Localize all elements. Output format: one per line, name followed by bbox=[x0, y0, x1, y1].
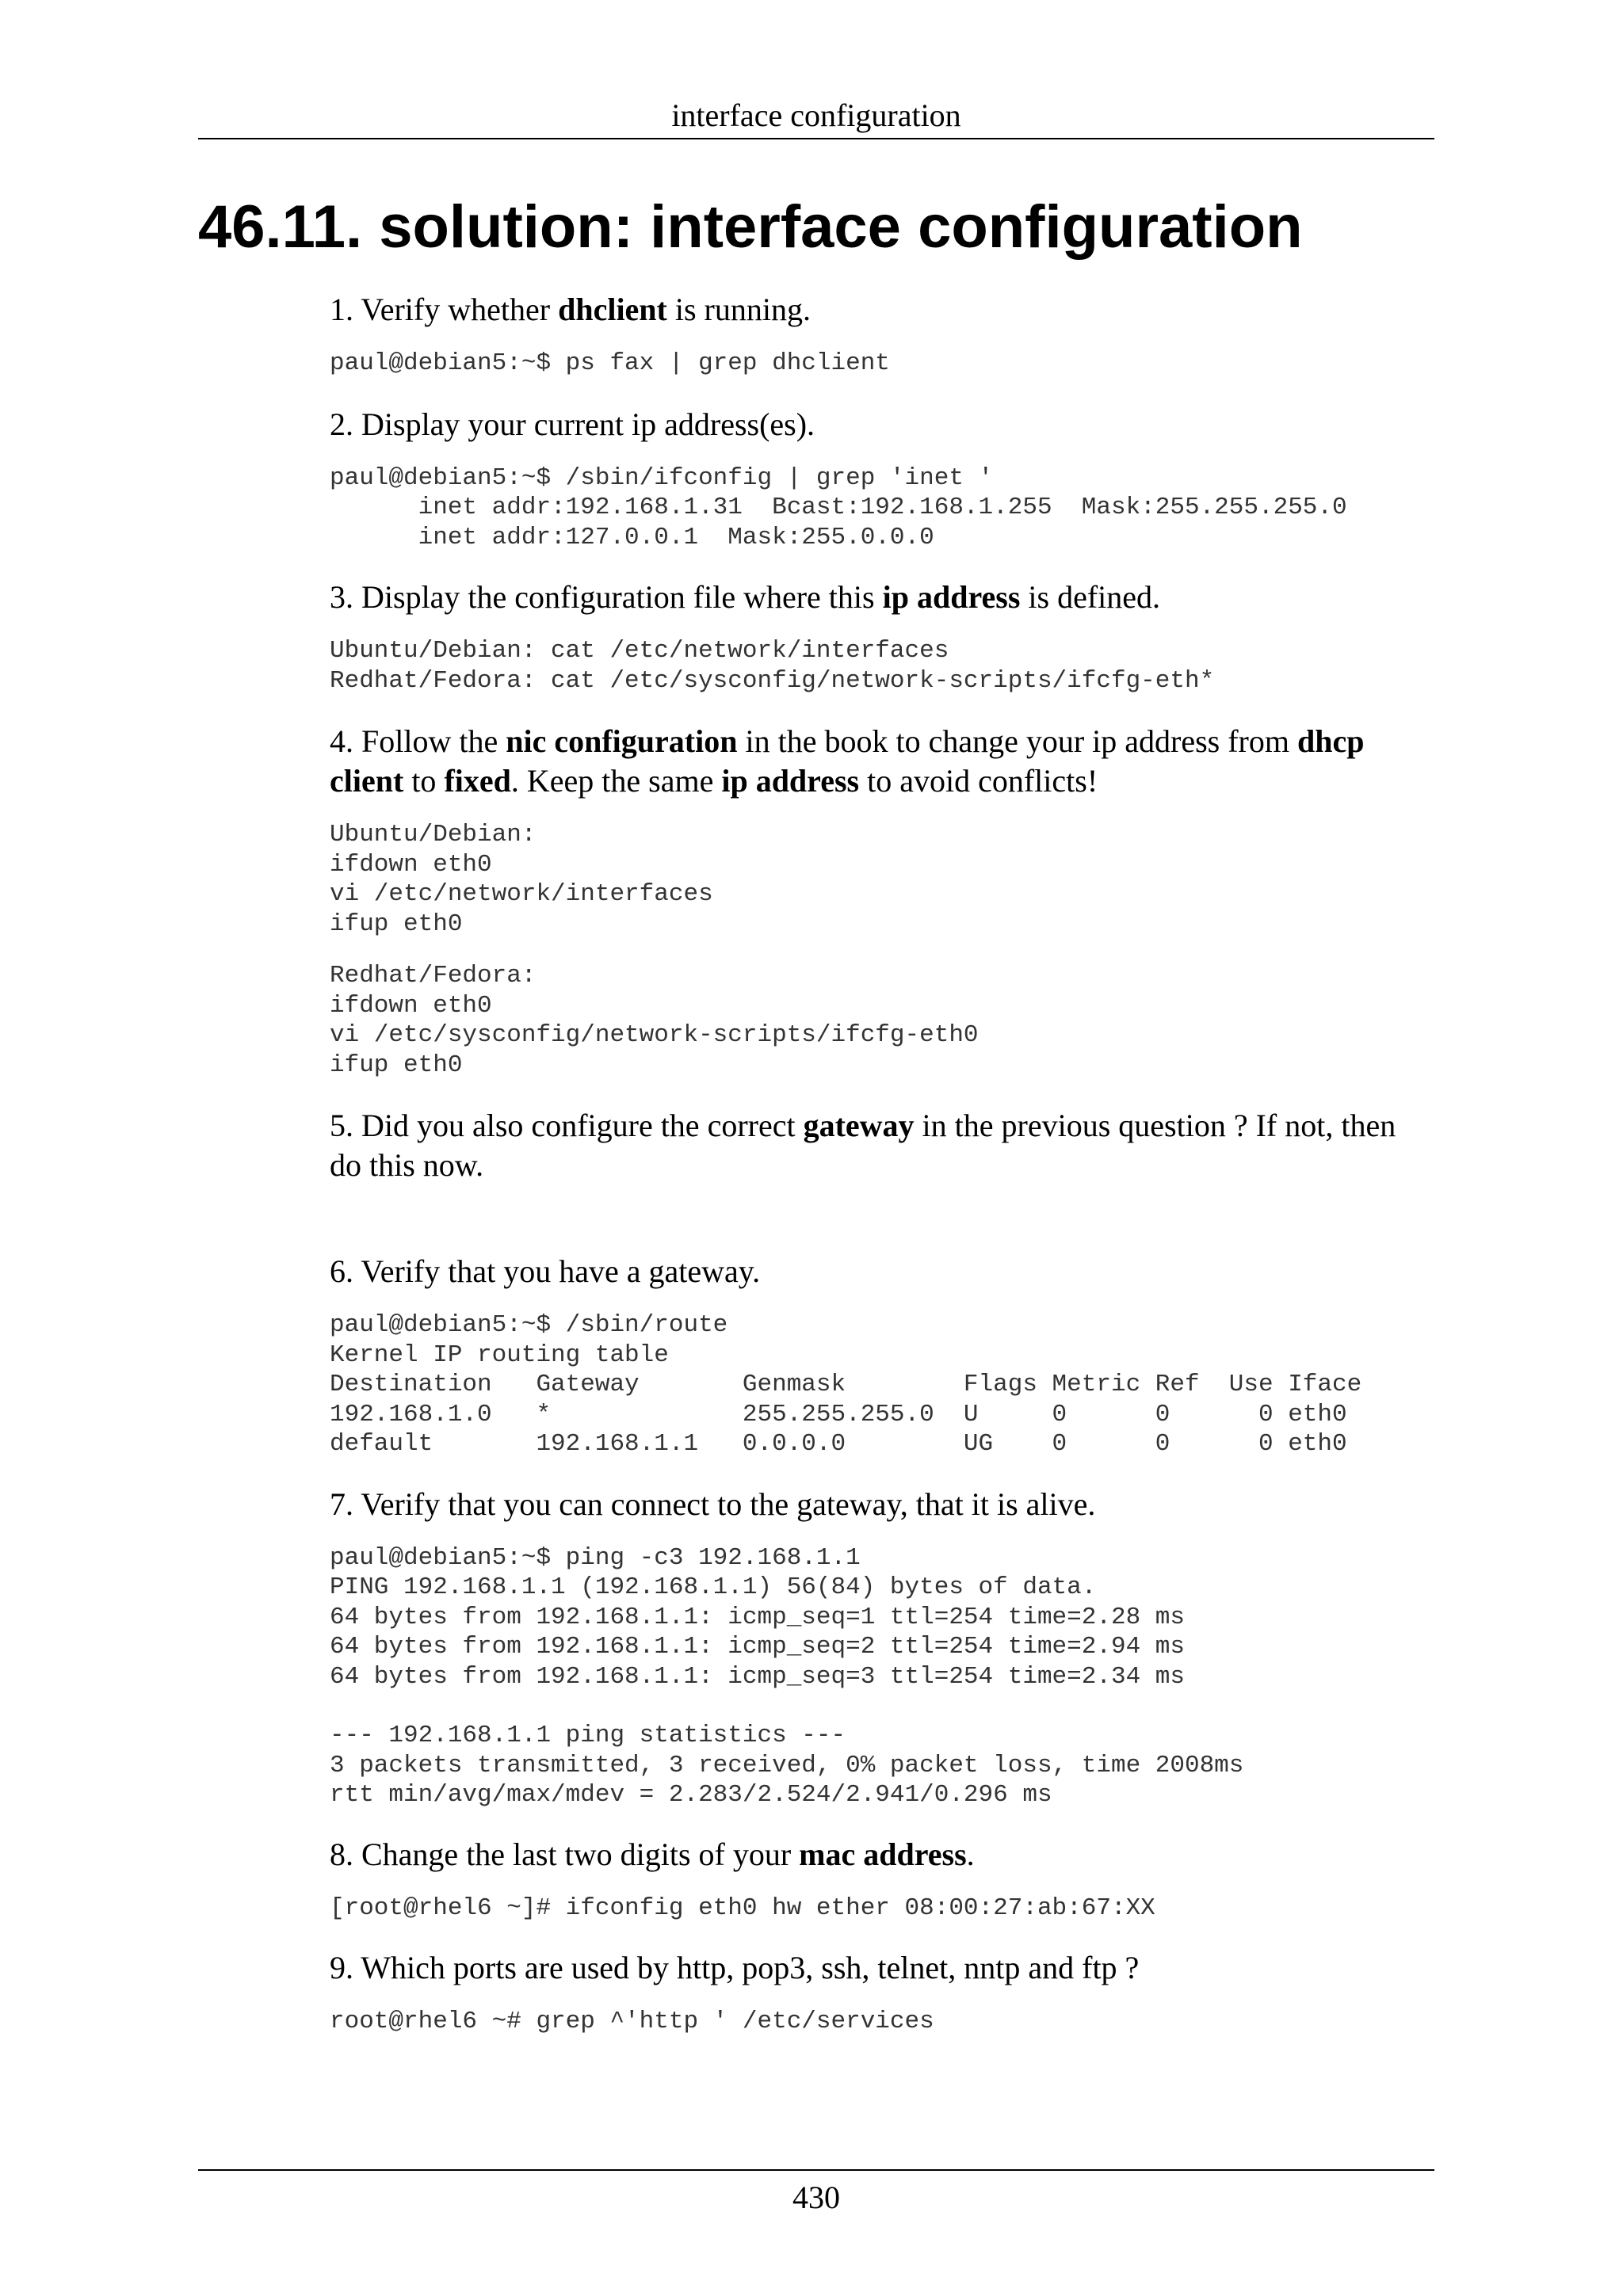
step-6-text bbox=[330, 1252, 1434, 1291]
text-run: 5. Did you also configure the correct bbox=[330, 1108, 804, 1143]
step-2-command bbox=[330, 463, 1434, 553]
emphasis-term: gateway bbox=[803, 1108, 915, 1143]
step-7-ping-output bbox=[330, 1543, 1434, 1692]
code-line: 192.168.1.0 * 255.255.255.0 U 0 0 0 eth0 bbox=[330, 1400, 1347, 1428]
running-header: interface configuration bbox=[671, 97, 961, 133]
emphasis-term: ip address bbox=[721, 763, 860, 799]
step-4-redhat-commands bbox=[330, 961, 1434, 1080]
code-line: Redhat/Fedora: cat /etc/sysconfig/network-scripts/ifcfg-eth* bbox=[330, 666, 1215, 695]
code-line: vi /etc/sysconfig/network-scripts/ifcfg-eth0 bbox=[330, 1021, 979, 1049]
step-8-command bbox=[330, 1894, 1434, 1924]
code-line: ifup eth0 bbox=[330, 910, 463, 938]
emphasis-term: fixed bbox=[444, 763, 511, 799]
code-line: ifdown eth0 bbox=[330, 850, 492, 879]
step-3-text bbox=[330, 578, 1434, 617]
text-run: 4. Follow the bbox=[330, 723, 506, 759]
step-1-text bbox=[330, 290, 1434, 330]
step-6-route-output bbox=[330, 1310, 1434, 1459]
text-run: in the book to change your ip address from bbox=[737, 723, 1297, 759]
step-8-text bbox=[330, 1835, 1434, 1875]
code-line: PING 192.168.1.1 (192.168.1.1) 56(84) bytes of data. bbox=[330, 1573, 1097, 1601]
text-run: 8. Change the last two digits of your bbox=[330, 1836, 800, 1872]
emphasis-term: mac address bbox=[799, 1836, 967, 1872]
code-line: --- 192.168.1.1 ping statistics --- bbox=[330, 1722, 846, 1749]
code-line: ifdown eth0 bbox=[330, 991, 492, 1020]
text-run: 3. Display the configuration file where this bbox=[330, 579, 883, 615]
code-line: 64 bytes from 192.168.1.1: icmp_seq=1 ttl=254 time=2.28 ms bbox=[330, 1603, 1185, 1631]
emphasis-term: nic configuration bbox=[506, 723, 738, 759]
code-line: root@rhel6 ~# grep ^'http ' /etc/services bbox=[330, 2008, 934, 2035]
code-line: 64 bytes from 192.168.1.1: icmp_seq=2 ttl=254 time=2.94 ms bbox=[330, 1633, 1185, 1661]
text-run: 7. Verify that you can connect to the gateway, that it is alive. bbox=[330, 1486, 1096, 1522]
code-line: 3 packets transmitted, 3 received, 0% packet loss, time 2008ms bbox=[330, 1751, 1244, 1779]
step-9-command bbox=[330, 2007, 1434, 2037]
step-1-command bbox=[330, 349, 1434, 379]
text-run: is running. bbox=[666, 292, 811, 327]
step-7-text bbox=[330, 1485, 1434, 1524]
code-line: paul@debian5:~$ ps fax | grep dhclient bbox=[330, 349, 890, 377]
code-line: paul@debian5:~$ /sbin/route bbox=[330, 1311, 728, 1339]
code-line: Ubuntu/Debian: bbox=[330, 821, 537, 849]
code-line: default 192.168.1.1 0.0.0.0 UG 0 0 0 eth0 bbox=[330, 1430, 1347, 1458]
emphasis-term: dhclient bbox=[558, 292, 667, 327]
header-rule bbox=[198, 138, 1434, 139]
code-line: [root@rhel6 ~]# ifconfig eth0 hw ether 08:00:27:ab:67:XX bbox=[330, 1894, 1155, 1922]
step-3-command bbox=[330, 636, 1434, 696]
step-7-ping-statistics bbox=[330, 1721, 1434, 1810]
text-run: is defined. bbox=[1020, 579, 1161, 615]
text-run: 9. Which ports are used by http, pop3, ssh, telnet, nntp and ftp ? bbox=[330, 1950, 1140, 1985]
code-line: rtt min/avg/max/mdev = 2.283/2.524/2.941/0.296 ms bbox=[330, 1781, 1052, 1809]
code-line: Destination Gateway Genmask Flags Metric Ref Use Iface bbox=[330, 1371, 1362, 1398]
footer-rule bbox=[198, 2169, 1434, 2171]
text-run: . Keep the same bbox=[510, 763, 722, 799]
code-line: paul@debian5:~$ ping -c3 192.168.1.1 bbox=[330, 1543, 861, 1572]
code-line: inet addr:192.168.1.31 Bcast:192.168.1.255 Mask:255.255.255.0 bbox=[330, 494, 1347, 521]
step-2-text bbox=[330, 405, 1434, 444]
page-number: 430 bbox=[792, 2180, 840, 2215]
step-9-text bbox=[330, 1948, 1434, 1988]
text-run: 1. Verify whether bbox=[330, 292, 559, 327]
text-run: to bbox=[403, 763, 445, 799]
text-run: 6. Verify that you have a gateway. bbox=[330, 1253, 761, 1289]
code-line: Redhat/Fedora: bbox=[330, 962, 537, 990]
emphasis-term: dhcp client bbox=[330, 723, 1365, 799]
text-run: to avoid conflicts! bbox=[859, 763, 1098, 799]
emphasis-term: ip address bbox=[882, 579, 1021, 615]
text-run: . bbox=[966, 1836, 975, 1872]
text-run: in the previous question ? If not, then do this now. bbox=[330, 1108, 1396, 1183]
step-5-text bbox=[330, 1106, 1434, 1185]
code-line: inet addr:127.0.0.1 Mask:255.0.0.0 bbox=[330, 523, 934, 551]
code-line: Kernel IP routing table bbox=[330, 1341, 669, 1369]
code-line: paul@debian5:~$ /sbin/ifconfig | grep 'inet ' bbox=[330, 463, 994, 492]
code-line: 64 bytes from 192.168.1.1: icmp_seq=3 ttl=254 time=2.34 ms bbox=[330, 1662, 1185, 1691]
code-line: Ubuntu/Debian: cat /etc/network/interfaces bbox=[330, 637, 949, 665]
step-4-text bbox=[330, 722, 1434, 801]
step-4-debian-commands bbox=[330, 820, 1434, 939]
text-run: 2. Display your current ip address(es). bbox=[330, 406, 815, 442]
code-line: vi /etc/network/interfaces bbox=[330, 880, 713, 908]
code-line: ifup eth0 bbox=[330, 1051, 463, 1079]
section-title: 46.11. solution: interface configuration bbox=[198, 193, 1303, 261]
solution-content bbox=[330, 290, 1434, 2037]
